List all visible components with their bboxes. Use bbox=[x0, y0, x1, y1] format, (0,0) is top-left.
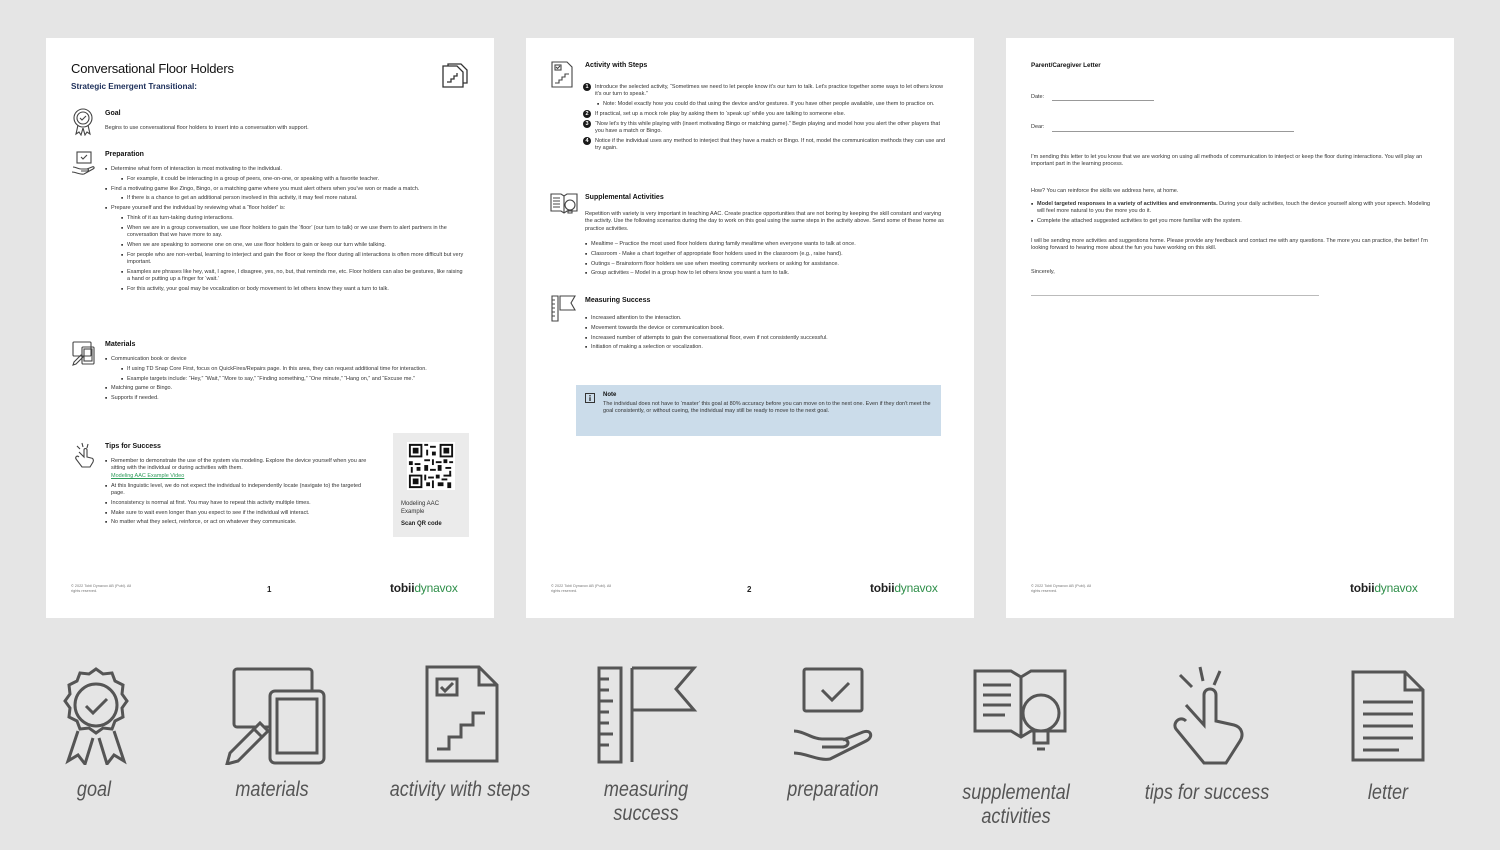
activity-step bbox=[583, 84, 949, 99]
goal-heading: Goal bbox=[105, 110, 121, 117]
legend-preparation-label: preparation bbox=[787, 778, 879, 801]
worksheet-page-3 bbox=[1006, 38, 1454, 618]
supplemental-activities-icon bbox=[973, 665, 1067, 757]
letter-paragraph-2: How? You can reinforce the skills we address here, at home. bbox=[1031, 188, 1179, 194]
preparation-item: ■ When we are speaking to someone one on one, we use floor holders to gain or keep our turn while talking. bbox=[105, 242, 467, 249]
worksheet-page-2 bbox=[526, 38, 974, 618]
measuring-heading: Measuring Success bbox=[585, 297, 651, 304]
supplemental-intro: Repetition with variety is very important in teaching AAC. Create practice opportunities that are not boring by keeping the skill constant and varying the activity. Use the following scenarios during the day to work on this goal using the same steps in the activity above. Send some of these home as practice activities. bbox=[585, 211, 944, 232]
info-icon bbox=[585, 393, 595, 403]
supplemental-item: ■ Mealtime – Practice the most used floor holders during family mealtime when everyone wants to talk at once. bbox=[585, 241, 947, 248]
activity-with-steps-icon bbox=[425, 665, 499, 765]
measuring-item: ■ Initiation of making a selection or vocalization. bbox=[585, 344, 947, 351]
qr-code[interactable] bbox=[407, 442, 455, 490]
supplemental-heading: Supplemental Activities bbox=[585, 194, 664, 201]
letter-bullets bbox=[1031, 201, 1431, 228]
worksheet-icon bbox=[439, 62, 469, 90]
tips-item: ■ At this linguistic level, we do not expect the individual to independently locate (navigate to) the targeted page. bbox=[105, 483, 367, 498]
materials-item: ■ Example targets include: “Hey,” “Wait,” “More to say,” “Finding something,” “One minute,” “Hang on,” and “Excuse me.” bbox=[105, 376, 467, 383]
letter-bullet-1-text: During your daily activities, touch the device yourself along with your speech. Modeling will feel more natural to you the more you do it. bbox=[1037, 201, 1431, 215]
page-number: 1 bbox=[267, 585, 272, 594]
preparation-item: ■ For people who are non-verbal, learning to interject and gain the floor or keep the floor during all interactions is often more difficult but very important. bbox=[105, 252, 467, 267]
legend-measuring-label: measuring success bbox=[603, 778, 689, 825]
activity-icon bbox=[551, 61, 573, 88]
copyright: © 2022 Tobii Dynavox AB (Publ). All rights reserved. bbox=[71, 584, 132, 593]
materials-item: ■ Matching game or Bingo. bbox=[105, 385, 467, 392]
tips-list bbox=[105, 458, 367, 529]
supplemental-icon bbox=[550, 192, 578, 216]
measuring-list bbox=[585, 315, 947, 354]
supplemental-item: ■ Classroom - Make a chart together of appropriate floor holders used in the classroom (e.g., raise hand). bbox=[585, 251, 947, 258]
dear-field[interactable] bbox=[1052, 131, 1294, 132]
materials-item: ■ Supports if needed. bbox=[105, 395, 467, 402]
preparation-item: ■ For example, it could be interacting in a group of peers, one-on-one, or speaking with a favorite teacher. bbox=[105, 176, 467, 183]
supplemental-item: ■ Group activities – Model in a group how to let others know you want a turn to talk. bbox=[585, 270, 947, 277]
step-number-badge: 1 bbox=[583, 83, 591, 91]
signature-line[interactable] bbox=[1031, 295, 1319, 296]
step-number-badge: 3 bbox=[583, 120, 591, 128]
activity-step bbox=[583, 121, 949, 136]
activity-step bbox=[583, 138, 949, 153]
supplemental-list bbox=[585, 241, 947, 280]
copyright: © 2022 Tobii Dynavox AB (Publ). All rights reserved. bbox=[551, 584, 612, 593]
preparation-icon bbox=[792, 665, 876, 763]
preparation-item: ■ Determine what form of interaction is most motivating to the individual. bbox=[105, 166, 467, 173]
legend-goal-label: goal bbox=[76, 778, 112, 801]
copyright: © 2022 Tobii Dynavox AB (Publ). All rights reserved. bbox=[1031, 584, 1092, 593]
step-number-badge: 4 bbox=[583, 137, 591, 145]
date-label: Date: bbox=[1031, 94, 1045, 100]
activity-steps bbox=[583, 84, 949, 155]
tips-item: ■ Inconsistency is normal at first. You may have to repeat this activity multiple times. bbox=[105, 500, 367, 507]
goal-text: Begins to use conversational floor holders to insert into a conversation with support. bbox=[105, 125, 309, 131]
tips-more bbox=[105, 483, 367, 527]
tips-item: ■ Make sure to wait even longer than you expect to see if the individual will interact. bbox=[105, 510, 367, 517]
materials-list bbox=[105, 356, 467, 405]
tobii-dynavox-logo: tobiidynavox bbox=[870, 581, 938, 595]
page-number: 2 bbox=[747, 585, 752, 594]
materials-heading: Materials bbox=[105, 341, 136, 348]
qr-scan-label: Scan QR code bbox=[401, 521, 442, 527]
preparation-item: ■ When we are in a group conversation, we use floor holders to gain the ‘floor’ (our turn to talk) or we use them to alert partners in the conversation that we have more to say. bbox=[105, 225, 467, 240]
preparation-item: ■ Examples are phrases like hey, wait, I agree, I disagree, yes, no, but, that reminds me, etc. Floor holders can also be gestures, like raising a hand or putting up a finger for ‘wait.’ bbox=[105, 269, 467, 284]
activity-step bbox=[583, 111, 949, 118]
tobii-dynavox-logo: tobiidynavox bbox=[1350, 581, 1418, 595]
measuring-item: ■ Movement towards the device or communication book. bbox=[585, 325, 947, 332]
activity-heading: Activity with Steps bbox=[585, 62, 648, 69]
activity-step: ■ Note: Model exactly how you could do that using the device and/or gestures. If you have other people available, use them to practice on. bbox=[581, 101, 949, 108]
materials-icon bbox=[224, 665, 328, 765]
measuring-icon bbox=[550, 295, 576, 322]
goal-icon bbox=[56, 665, 136, 765]
materials-item: ■ If using TD Snap Core First, focus on QuickFires/Repairs page. In this area, they can request additional time for interaction. bbox=[105, 366, 467, 373]
preparation-item: ■ Find a motivating game like Zingo, Bingo, or a matching game where you must alert others when you've won or made a match. bbox=[105, 186, 467, 193]
preparation-item: ■ Prepare yourself and the individual by reviewing what a “floor holder” is: bbox=[105, 205, 467, 212]
legend-tips-label: tips for success bbox=[1144, 781, 1270, 804]
letter-closing: Sincerely, bbox=[1031, 269, 1055, 275]
qr-card bbox=[393, 433, 469, 537]
measuring-success-icon bbox=[596, 665, 700, 765]
step-text: If practical, set up a mock role play by asking them to ‘speak up’ while you are talking to someone else. bbox=[595, 111, 846, 117]
note-text: The individual does not have to ‘master’ this goal at 80% accuracy before you can move on to the next one. Even if they don't meet the goal consistently, or without cueing, the individual may still be ready to move to the next goal. bbox=[603, 401, 931, 415]
modeling-video-link[interactable]: Modeling AAC Example Video bbox=[111, 472, 185, 479]
letter-heading: Parent/Caregiver Letter bbox=[1031, 62, 1101, 69]
letter-paragraph-3: I will be sending more activities and suggestions home. Please provide any feedback and contact me with any questions. The more you can practice, the better! I'm looking forward to hearing more about the fun you have working on this skill. bbox=[1031, 238, 1428, 252]
legend-supplemental-label: supplemental activities bbox=[962, 781, 1070, 828]
preparation-list bbox=[105, 166, 467, 296]
letter-bullet-2: ■ Complete the attached suggested activities to get you more familiar with the system. bbox=[1031, 218, 1431, 225]
materials-item: ■ Communication book or device bbox=[105, 356, 467, 363]
legend-activity-label: activity with steps bbox=[389, 778, 531, 801]
preparation-icon bbox=[71, 151, 97, 177]
letter-icon bbox=[1351, 670, 1425, 762]
legend-materials-label: materials bbox=[235, 778, 309, 801]
step-text: Introduce the selected activity, “Sometimes we need to let people know it's our turn to talk. Let's practice together some ways to let others know it's our turn to speak.” bbox=[595, 84, 944, 98]
page-title: Conversational Floor Holders bbox=[71, 61, 234, 76]
measuring-item: ■ Increased number of attempts to gain the conversational floor, even if not consistently successful. bbox=[585, 335, 947, 342]
tobii-dynavox-logo: tobiidynavox bbox=[390, 581, 458, 595]
tips-heading: Tips for Success bbox=[105, 443, 161, 450]
legend-letter-label: letter bbox=[1367, 781, 1409, 804]
note-box bbox=[576, 385, 941, 436]
qr-caption: Modeling AAC Example bbox=[401, 501, 440, 515]
measuring-item: ■ Increased attention to the interaction. bbox=[585, 315, 947, 322]
preparation-item: ■ If there is a chance to get an additional person involved in this activity, it may feel more natural. bbox=[105, 195, 467, 202]
preparation-heading: Preparation bbox=[105, 151, 144, 158]
preparation-item: ■ For this activity, your goal may be vocalization or body movement to let others know they want a turn to talk. bbox=[105, 286, 467, 293]
note-heading: Note bbox=[603, 392, 617, 398]
worksheet-page-1 bbox=[46, 38, 494, 618]
date-field[interactable] bbox=[1052, 100, 1154, 101]
tips-for-success-icon bbox=[1168, 665, 1246, 767]
step-text: “Now let's try this while playing with (insert motivating Bingo or matching game).” Begin playing and model how you alert the other players that you have a match or Bingo. bbox=[595, 120, 940, 135]
step-text: Notice if the individual uses any method to interject that they have a match or Bingo. If not, model the communication methods they can use and try again. bbox=[595, 138, 946, 152]
letter-paragraph-1: I'm sending this letter to let you know that we are working on using all methods of communication to interject or keep the floor during interactions. You will play an important part in the learning process. bbox=[1031, 154, 1423, 168]
supplemental-item: ■ Outings – Brainstorm floor holders we use when meeting community workers or asking for assistance. bbox=[585, 261, 947, 268]
tips-icon bbox=[73, 442, 95, 468]
tips-item: ■ No matter what they select, reinforce, or act on whatever they communicate. bbox=[105, 519, 367, 526]
step-number-badge: 2 bbox=[583, 110, 591, 118]
page-subtitle: Strategic Emergent Transitional: bbox=[71, 82, 198, 91]
dear-label: Dear: bbox=[1031, 124, 1045, 130]
preparation-item: ■ Think of it as turn-taking during interactions. bbox=[105, 215, 467, 222]
tips-item-1: Remember to demonstrate the use of the system via modeling. Explore the device yourself when you are sitting with the individual or during activities with them. bbox=[111, 458, 367, 472]
letter-bullet-bold: Model targeted responses in a variety of activities and environments. bbox=[1037, 201, 1218, 207]
materials-icon bbox=[71, 340, 97, 366]
goal-icon bbox=[72, 108, 94, 136]
